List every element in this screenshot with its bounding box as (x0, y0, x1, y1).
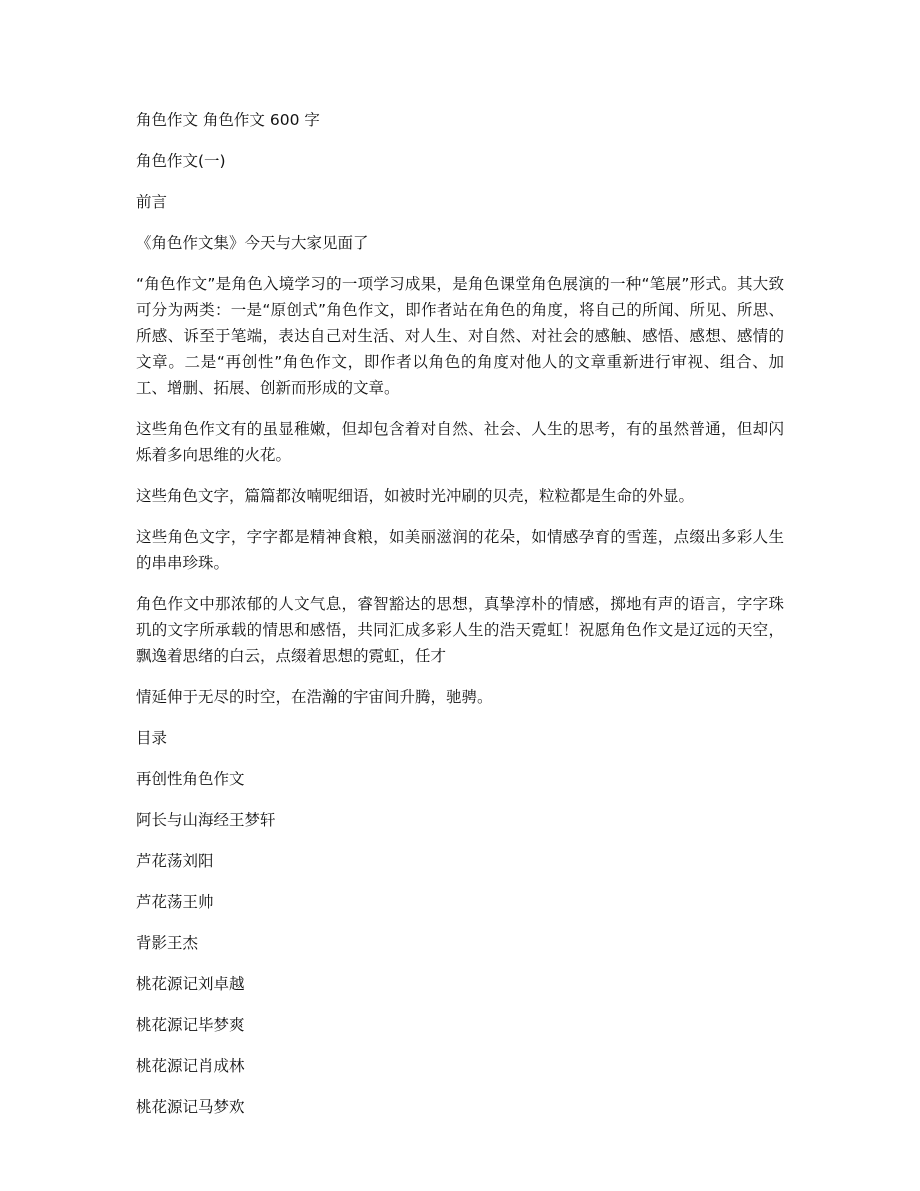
toc-item: 芦花荡刘阳 (136, 852, 214, 870)
toc-item: 背影王杰 (136, 934, 199, 952)
paragraph: 这些角色作文有的虽显稚嫩，但却包含着对自然、社会、人生的思考，有的虽然普通，但却闪烁着多向思维的火花。 (136, 420, 784, 464)
paragraph: “角色作文”是角色入境学习的一项学习成果，是角色课堂角色展演的一种“笔展”形式。其大致可分为两类：一是“原创式”角色作文，即作者站在角色的角度，将自己的所闻、所见、所思、所感、诉至于笔端，表达自己对生活、对人生、对自然、对社会的感触、感悟、感想、感情的文章。二是“再创性”角色作文，即作者以角色的角度对他人的文章重新进行审视、组合、加工、增删、拓展、创新而形成的文章。 (136, 275, 784, 397)
toc-item: 芦花荡王帅 (136, 893, 214, 911)
paragraph: 这些角色文字，字字都是精神食粮，如美丽滋润的花朵，如情感孕育的雪莲，点缀出多彩人生的串串珍珠。 (136, 528, 784, 572)
paragraph: 情延伸于无尽的时空，在浩瀚的宇宙间升腾，驰骋。 (136, 688, 493, 706)
toc-item: 再创性角色作文 (136, 770, 245, 788)
toc-item: 桃花源记刘卓越 (136, 975, 245, 993)
toc-item: 桃花源记肖成林 (136, 1057, 245, 1075)
paragraph: 角色作文中那浓郁的人文气息，睿智豁达的思想，真挚淳朴的情感，掷地有声的语言，字字珠玑的文字所承载的情思和感悟，共同汇成多彩人生的浩天霓虹！祝愿角色作文是辽远的天空，飘逸着思绪的白云，点缀着思想的霓虹，任才 (136, 595, 784, 665)
toc-item: 桃花源记毕梦爽 (136, 1016, 245, 1034)
document-content (136, 107, 784, 1135)
document-title: 角色作文 角色作文 600 字 (136, 111, 320, 129)
preface-heading: 前言 (136, 193, 168, 211)
toc-item: 桃花源记马梦欢 (136, 1098, 245, 1116)
intro-line: 《角色作文集》今天与大家见面了 (136, 234, 369, 252)
paragraph: 这些角色文字，篇篇都汝喃呢细语，如被时光冲刷的贝壳，粒粒都是生命的外显。 (136, 487, 695, 505)
document-subtitle: 角色作文(一) (136, 152, 226, 170)
toc-heading: 目录 (136, 729, 168, 747)
toc-item: 阿长与山海经王梦轩 (136, 811, 276, 829)
